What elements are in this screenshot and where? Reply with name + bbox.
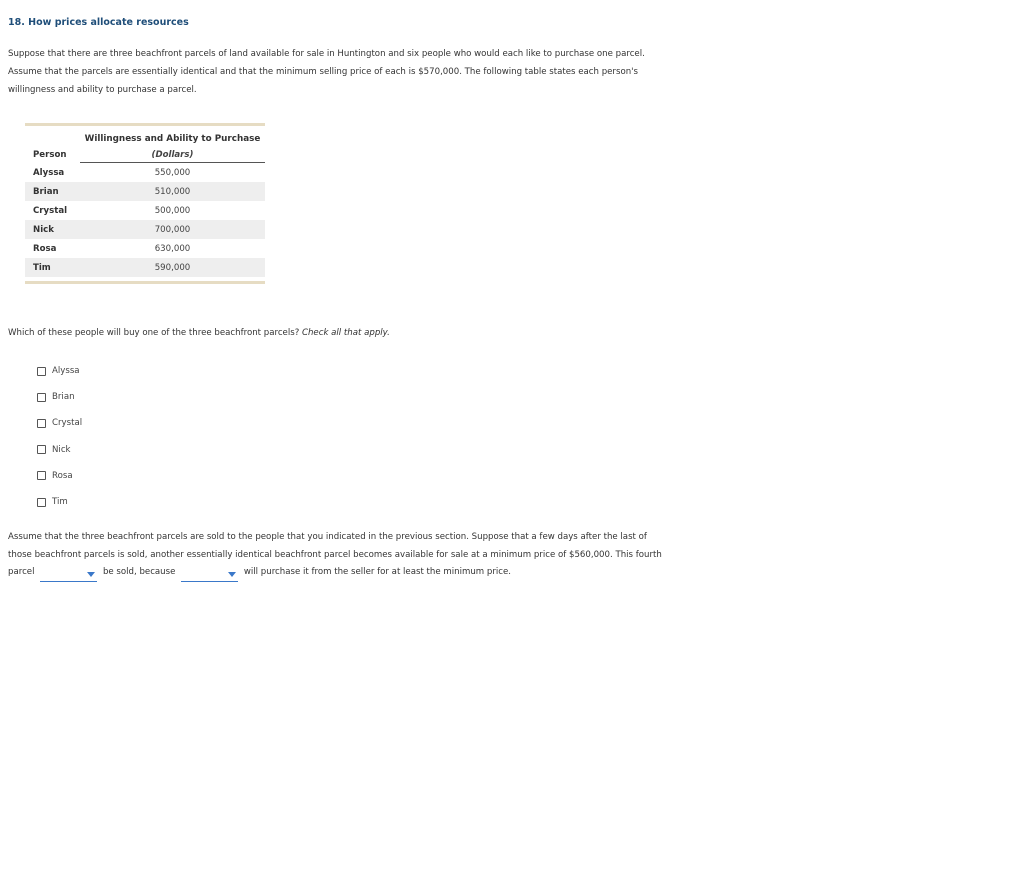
column-unit: (Dollars) xyxy=(151,150,194,160)
intro-line-3: willingness and ability to purchase a parcel. xyxy=(8,85,197,95)
chevron-down-icon xyxy=(228,572,236,577)
person-value: 590,000 xyxy=(154,262,191,273)
followup-line-1: Assume that the three beachfront parcels are sold to the people that you indicated in the previous section. Suppose that a few days after the last of xyxy=(8,532,647,542)
question-text: Which of these people will buy one of the three beachfront parcels? xyxy=(8,328,302,338)
person-name: Brian xyxy=(33,186,59,197)
column-header: Willingness and Ability to Purchase xyxy=(84,134,261,144)
option-label: Brian xyxy=(52,392,75,403)
table-bottom-rule xyxy=(25,281,265,284)
checkbox-group xyxy=(37,358,82,515)
followup-line-3 xyxy=(8,564,708,582)
table-row xyxy=(25,201,265,220)
table-row xyxy=(25,220,265,239)
person-value: 630,000 xyxy=(154,243,191,254)
option-label: Alyssa xyxy=(52,366,80,377)
option-rosa[interactable] xyxy=(37,463,82,489)
checkbox[interactable] xyxy=(37,498,46,507)
table-row xyxy=(25,182,265,201)
person-value: 500,000 xyxy=(154,205,191,216)
table-row xyxy=(25,163,265,182)
table-row xyxy=(25,239,265,258)
checkbox[interactable] xyxy=(37,393,46,402)
followup-text-c: will purchase it from the seller for at least the minimum price. xyxy=(243,567,512,577)
option-label: Rosa xyxy=(52,470,73,481)
intro-line-1: Suppose that there are three beachfront parcels of land available for sale in Huntington and six people who would each like to purchase one parcel. xyxy=(8,49,645,59)
option-label: Nick xyxy=(52,444,71,455)
person-header: Person xyxy=(33,150,67,160)
checkbox[interactable] xyxy=(37,445,46,454)
chevron-down-icon xyxy=(87,572,95,577)
checkbox[interactable] xyxy=(37,419,46,428)
option-alyssa[interactable] xyxy=(37,358,82,384)
checkbox[interactable] xyxy=(37,471,46,480)
willingness-table xyxy=(25,123,265,284)
person-name: Rosa xyxy=(33,243,57,254)
followup-paragraph xyxy=(8,529,708,582)
option-brian[interactable] xyxy=(37,384,82,410)
option-nick[interactable] xyxy=(37,437,82,463)
person-value: 700,000 xyxy=(154,224,191,235)
person-name: Crystal xyxy=(33,205,68,216)
intro-paragraph xyxy=(8,45,698,99)
option-label: Crystal xyxy=(52,418,83,429)
person-value: 510,000 xyxy=(154,186,191,197)
person-name: Alyssa xyxy=(33,167,65,178)
option-crystal[interactable] xyxy=(37,410,82,436)
option-tim[interactable] xyxy=(37,489,82,515)
question-hint: Check all that apply. xyxy=(301,328,390,338)
followup-line-2: those beachfront parcels is sold, another essentially identical beachfront parcel becomes available for sale at a minimum price of $560,000. This fourth xyxy=(8,549,662,560)
question-title: 18. How prices allocate resources xyxy=(8,17,189,28)
followup-text-a: parcel xyxy=(8,567,35,577)
option-label: Tim xyxy=(52,497,68,508)
person-value: 550,000 xyxy=(154,167,191,178)
header-underline xyxy=(80,162,265,163)
question-prompt xyxy=(8,328,390,338)
intro-line-2: Assume that the parcels are essentially identical and that the minimum selling price of each is $570,000. The following table states each person's xyxy=(8,67,638,77)
followup-text-b: be sold, because xyxy=(102,567,176,577)
person-name: Nick xyxy=(33,224,54,235)
checkbox[interactable] xyxy=(37,367,46,376)
person-name: Tim xyxy=(33,262,51,273)
table-row xyxy=(25,258,265,277)
will-be-sold-dropdown[interactable] xyxy=(40,567,97,582)
buyer-dropdown[interactable] xyxy=(181,567,238,582)
table-header xyxy=(25,126,265,163)
